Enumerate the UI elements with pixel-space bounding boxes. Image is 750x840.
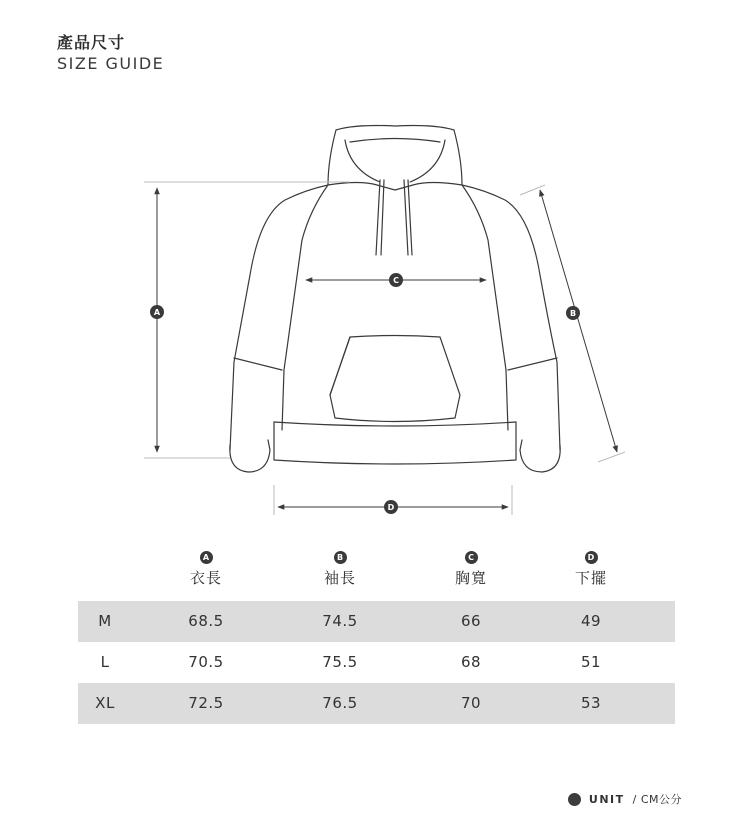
marker-b-label: B: [569, 309, 577, 318]
value-cell: 76.5: [322, 694, 358, 712]
marker-b-badge: [566, 306, 580, 320]
column-badge: D: [585, 551, 598, 564]
table-row: [78, 601, 675, 642]
marker-d-badge: [384, 500, 398, 514]
unit-value: / CM公分: [632, 793, 682, 806]
page-title: 產品尺寸: [57, 33, 126, 52]
size-table: [78, 601, 675, 724]
value-cell: 53: [580, 694, 602, 712]
table-row: [78, 642, 675, 683]
unit-label: UNIT: [588, 792, 625, 806]
value-cell: 72.5: [188, 694, 224, 712]
value-cell: 74.5: [322, 612, 358, 630]
size-cell: L: [100, 653, 110, 671]
hoodie-diagram: [0, 100, 750, 530]
value-cell: 66: [460, 612, 482, 630]
unit-note: [568, 791, 682, 807]
column-header-length: [166, 545, 246, 588]
marker-c-label: C: [393, 276, 399, 285]
marker-a-badge: [150, 305, 164, 319]
column-label: 下擺: [574, 569, 607, 587]
value-cell: 68: [460, 653, 482, 671]
table-row: [78, 683, 675, 724]
size-cell: XL: [95, 694, 115, 712]
column-header-sleeve: [300, 545, 380, 588]
hoodie-outline: [230, 126, 560, 473]
marker-d-label: D: [387, 503, 395, 512]
column-badge: B: [334, 551, 347, 564]
value-cell: 70.5: [188, 653, 224, 671]
value-cell: 75.5: [322, 653, 358, 671]
column-badge: A: [200, 551, 213, 564]
dimension-b: [520, 185, 625, 462]
value-cell: 70: [460, 694, 482, 712]
marker-a-label: A: [153, 308, 161, 317]
page-subtitle: SIZE GUIDE: [57, 54, 165, 73]
unit-dot-icon: [568, 793, 581, 806]
column-label: 胸寬: [454, 569, 487, 587]
column-label: 袖長: [323, 569, 356, 587]
value-cell: 49: [580, 612, 602, 630]
marker-c-badge: [389, 273, 403, 287]
value-cell: 51: [580, 653, 602, 671]
column-badge: C: [465, 551, 478, 564]
dimension-a: [144, 182, 350, 458]
column-header-hem: [551, 545, 631, 588]
size-table-header: [0, 545, 750, 593]
value-cell: 68.5: [188, 612, 224, 630]
column-label: 衣長: [189, 569, 222, 587]
size-cell: M: [98, 612, 112, 630]
column-header-chest: [431, 545, 511, 588]
